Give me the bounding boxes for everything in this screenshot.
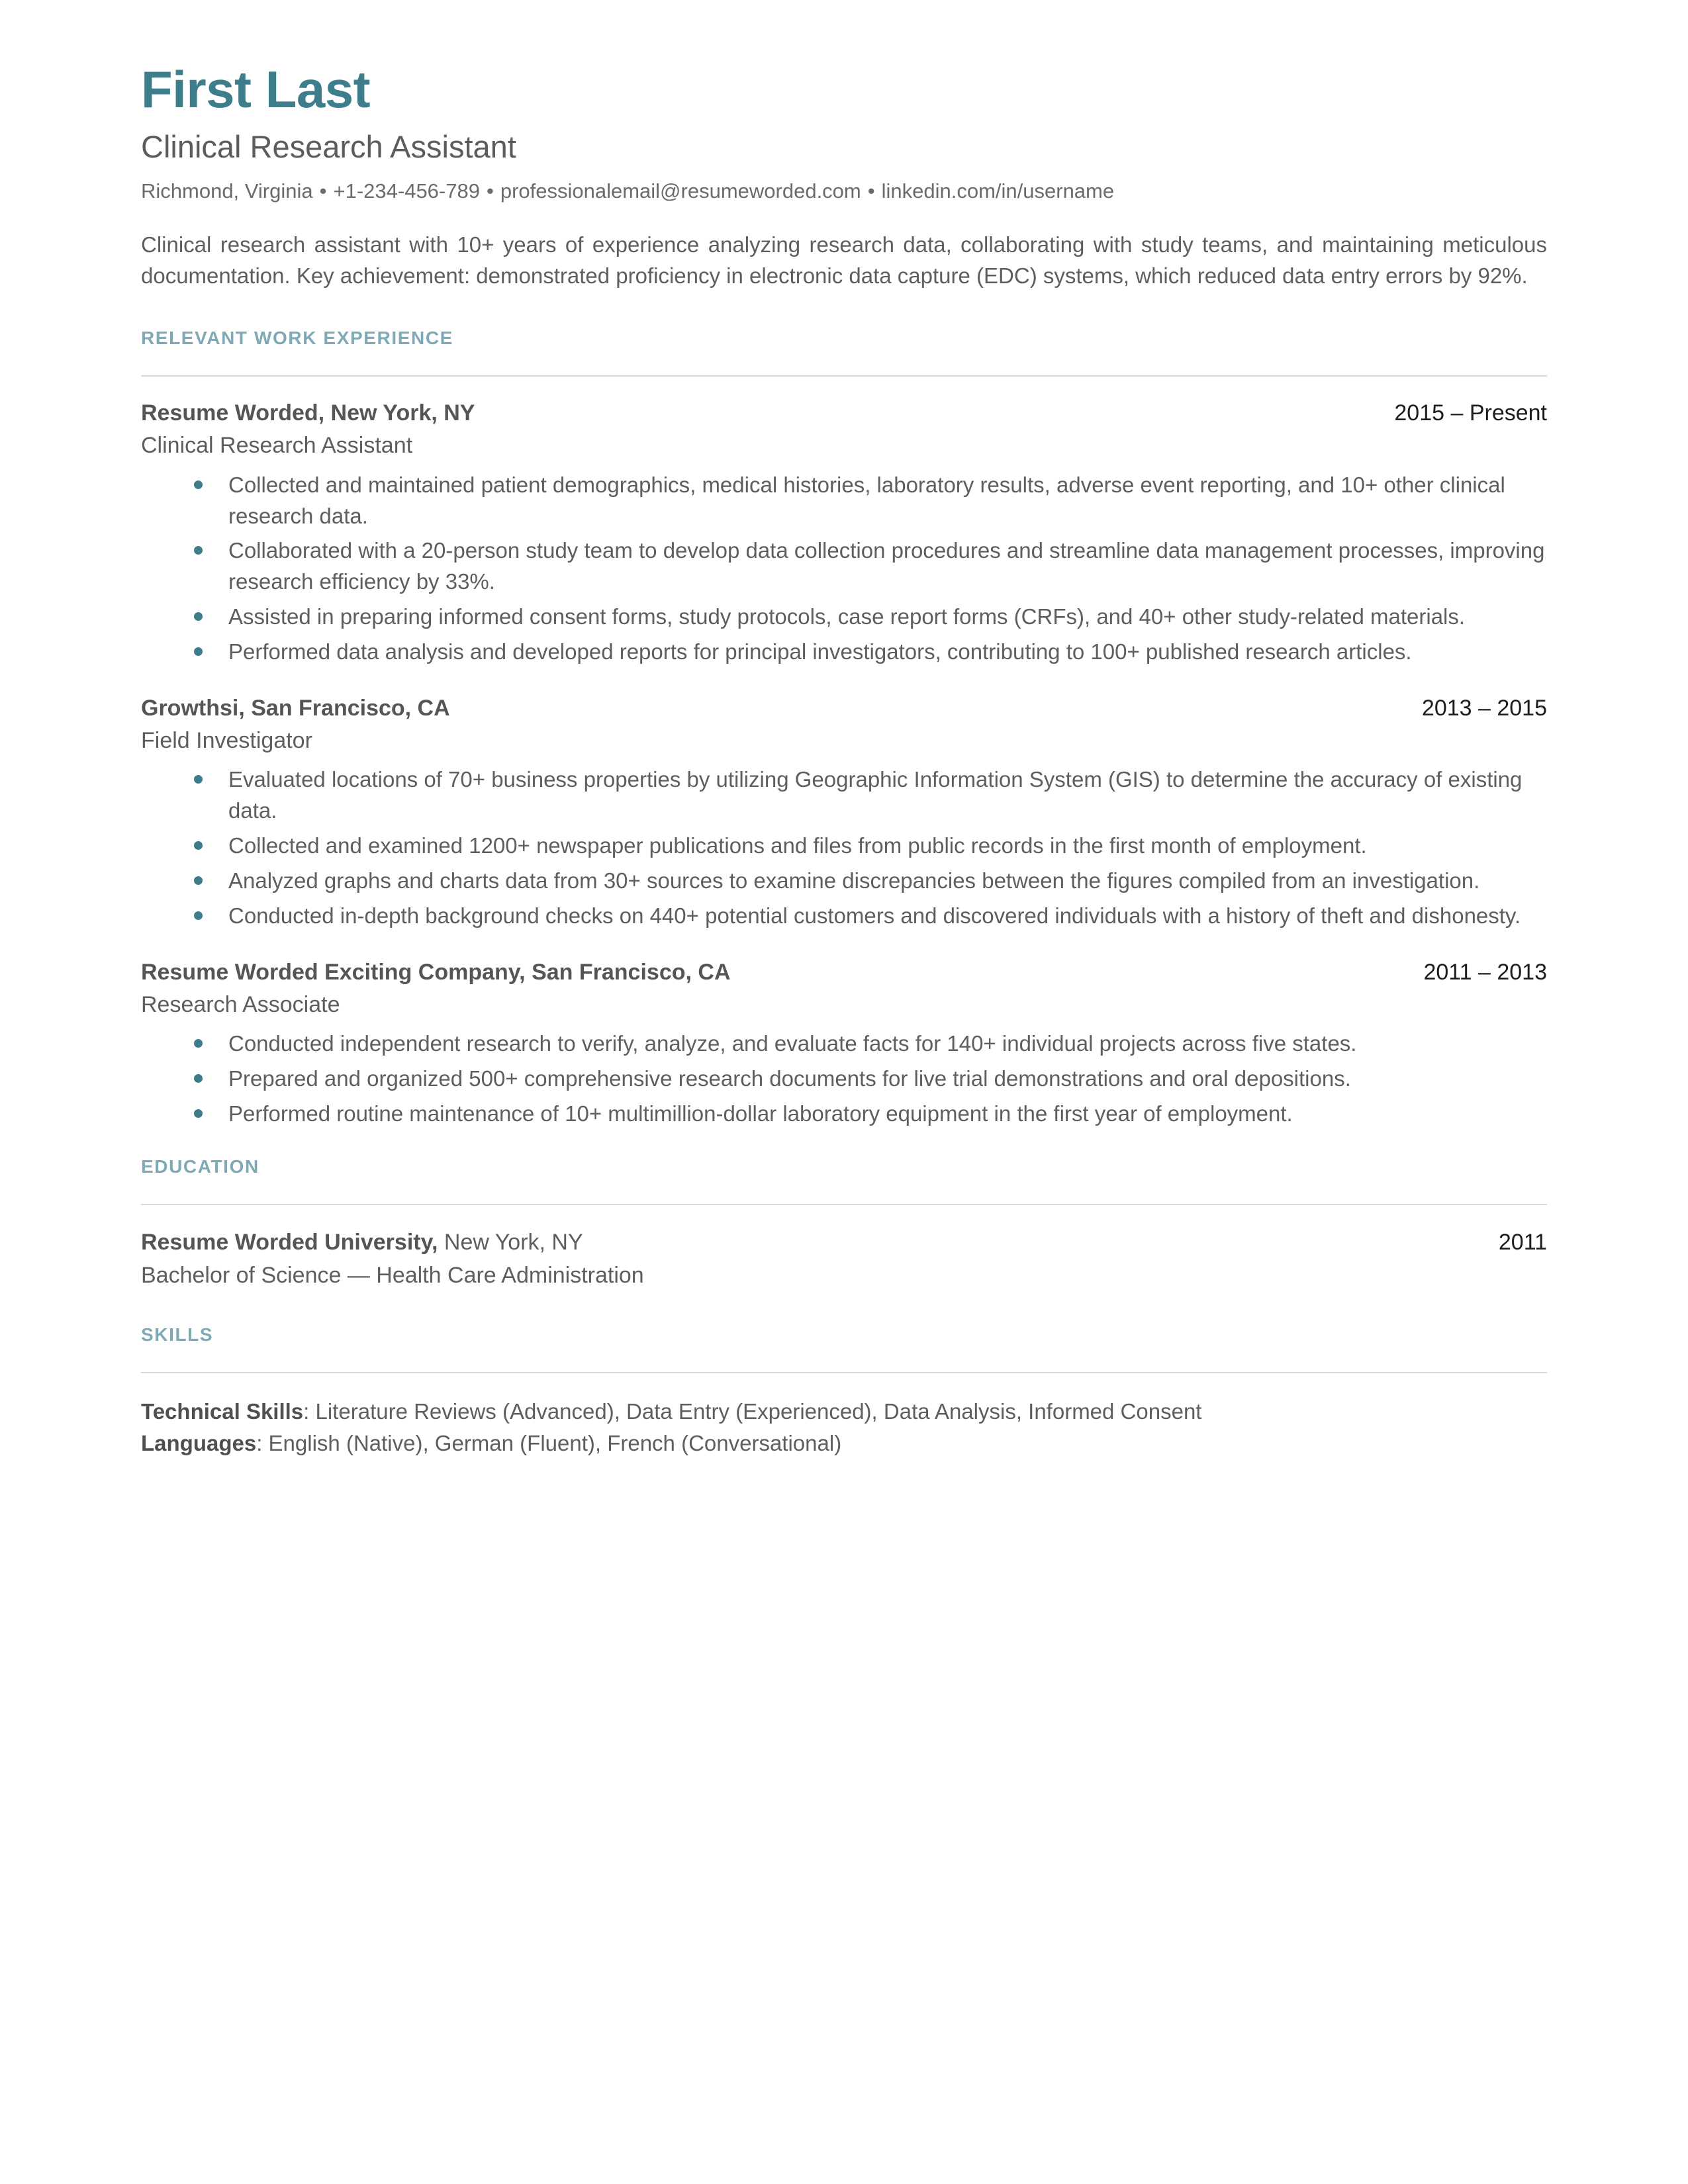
skills-row [141,1428,1547,1459]
bullet-dot-icon [194,775,203,784]
experience-entry [141,958,1547,1130]
experience-bullet [194,831,1547,862]
experience-bullet-text: Assisted in preparing informed consent forms, study protocols, case report forms (CRFs), and 40+ other study-related materials. [228,604,1466,629]
contact-separator-2: • [486,179,494,203]
contact-line [141,178,1547,205]
experience-bullet-text: Evaluated locations of 70+ business properties by utilizing Geographic Information System (GIS) to determine the accuracy of existing data. [228,767,1523,823]
experience-bullet-list [141,1028,1547,1130]
resume-header [141,60,1547,205]
skills-label: Languages [141,1431,257,1456]
skills-value: English (Native), German (Fluent), French (Conversational) [268,1431,842,1456]
bullet-dot-icon [194,480,203,489]
experience-bullet-text: Collected and maintained patient demographics, medical histories, laboratory results, adverse event reporting, and 10+ other clinical research data. [228,472,1505,528]
skills-row [141,1396,1547,1428]
candidate-headline: Clinical Research Assistant [141,128,516,164]
experience-role: Research Associate [141,992,340,1018]
bullet-dot-icon [194,612,203,621]
bullet-dot-icon [194,841,203,850]
experience-entry [141,694,1547,932]
contact-email[interactable]: professionalemail@resumeworded.com [500,179,861,203]
experience-bullet [194,1099,1547,1130]
experience-bullet [194,637,1547,668]
education-entry-header [141,1228,1547,1257]
experience-bullet-list [141,764,1547,931]
experience-bullet-text: Performed routine maintenance of 10+ multimillion-dollar laboratory equipment in the first year of employment. [228,1101,1293,1126]
contact-linkedin[interactable]: linkedin.com/in/username [881,179,1115,203]
experience-bullet [194,901,1547,932]
bullet-dot-icon [194,911,203,920]
experience-bullet-text: Conducted independent research to verify, analyze, and evaluate facts for 140+ individual projects across five states. [228,1031,1357,1056]
skills-value: Literature Reviews (Advanced), Data Entry (Experienced), Data Analysis, Informed Consent [315,1399,1202,1424]
experience-bullet-text: Collaborated with a 20-person study team to develop data collection procedures and streamline data management processes, improving research efficiency by 33%. [228,538,1545,594]
experience-organization: Resume Worded, New York, NY [141,400,475,426]
experience-bullet [194,764,1547,827]
experience-bullet [194,602,1547,633]
contact-separator-1: • [319,179,327,203]
experience-bullet-text: Analyzed graphs and charts data from 30+ sources to examine discrepancies between the figures compiled from an investigation. [228,868,1480,893]
section-title-education: EDUCATION [141,1156,259,1177]
bullet-dot-icon [194,1109,203,1118]
experience-bullet [194,1064,1547,1095]
contact-location: Richmond, Virginia [141,179,313,203]
skills-separator: : [256,1431,269,1456]
section-divider-skills [141,1372,1547,1373]
experience-bullet-list [141,470,1547,668]
education-degree: Bachelor of Science — Health Care Administration [141,1263,644,1289]
experience-bullet-text: Performed data analysis and developed reports for principal investigators, contributing to 100+ published research articles. [228,639,1412,664]
bullet-dot-icon [194,546,203,555]
skills-list [141,1396,1547,1459]
experience-bullet [194,1028,1547,1060]
professional-summary: Clinical research assistant with 10+ years of experience analyzing research data, collaborating with study teams, and maintaining meticulous documentation. Key achievement: demonstrated proficiency in electronic data capture (EDC) systems, which reduced data entry errors by 92%. [141,232,1547,289]
experience-bullet [194,866,1547,897]
experience-date-range: 2015 – Present [1394,400,1547,426]
experience-bullet-text: Conducted in-depth background checks on 440+ potential customers and discovered individuals with a history of theft and dishonesty. [228,903,1521,928]
experience-entry-header [141,694,1547,723]
skills-label: Technical Skills [141,1399,304,1424]
section-title-skills: SKILLS [141,1324,214,1345]
experience-bullet-text: Prepared and organized 500+ comprehensive research documents for live trial demonstrations and oral depositions. [228,1066,1351,1091]
bullet-dot-icon [194,1039,203,1048]
bullet-dot-icon [194,876,203,885]
experience-organization: Growthsi, San Francisco, CA [141,695,450,721]
experience-entry-header [141,958,1547,987]
education-school-name: Resume Worded University, [141,1230,438,1255]
experience-entry-header [141,399,1547,428]
experience-date-range: 2011 – 2013 [1423,959,1547,985]
experience-bullet [194,535,1547,598]
experience-role: Clinical Research Assistant [141,433,413,459]
section-divider-education [141,1204,1547,1205]
experience-list [141,399,1547,1130]
experience-bullet [194,470,1547,532]
contact-separator-3: • [867,179,875,203]
bullet-dot-icon [194,1074,203,1083]
experience-entry [141,399,1547,668]
experience-organization: Resume Worded Exciting Company, San Francisco, CA [141,959,731,985]
candidate-name: First Last [141,60,371,118]
experience-role: Field Investigator [141,728,312,754]
education-school [141,1228,583,1257]
education-entry [141,1228,1547,1290]
education-school-location: New York, NY [438,1230,583,1255]
bullet-dot-icon [194,647,203,656]
education-date: 2011 [1498,1230,1547,1255]
contact-phone[interactable]: +1-234-456-789 [333,179,480,203]
section-divider-experience [141,375,1547,377]
section-title-experience: RELEVANT WORK EXPERIENCE [141,327,453,348]
experience-date-range: 2013 – 2015 [1421,695,1547,721]
skills-separator: : [303,1399,316,1424]
experience-bullet-text: Collected and examined 1200+ newspaper publications and files from public records in the first month of employment. [228,833,1367,858]
